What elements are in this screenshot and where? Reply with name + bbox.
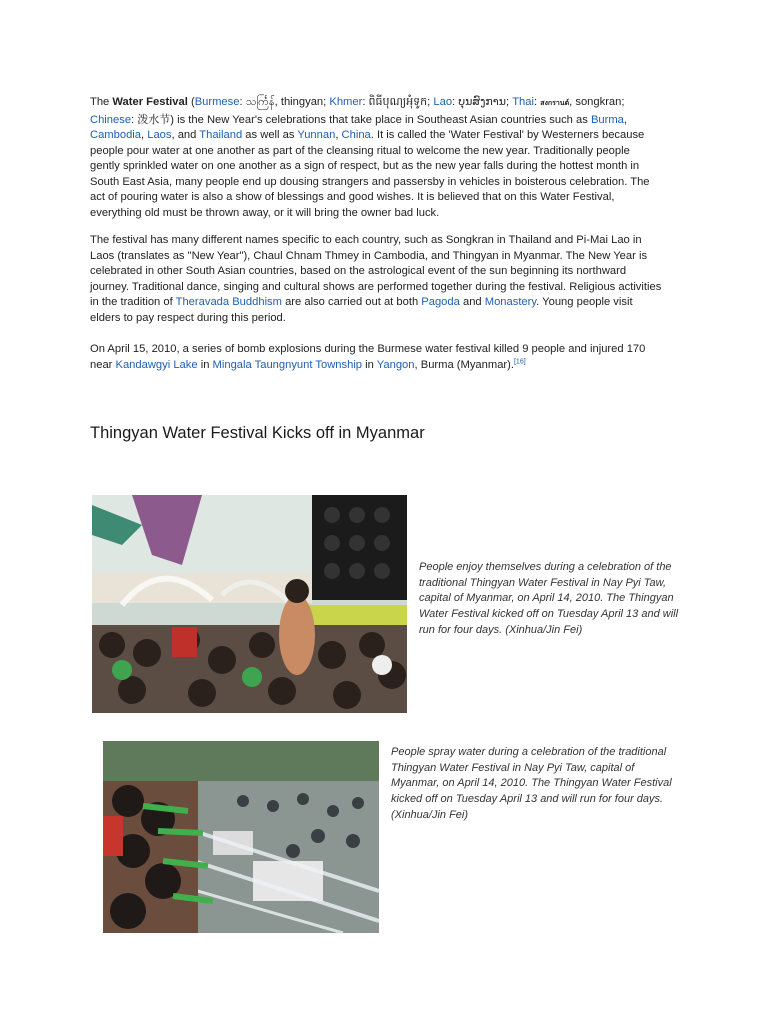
link-thai[interactable]: Thai	[512, 96, 534, 108]
text-run: in	[362, 358, 377, 371]
text-run: ;	[427, 96, 434, 108]
text-run: as well as	[242, 129, 298, 141]
text-run: , Burma (Myanmar).	[414, 358, 514, 371]
text-run: ,	[623, 113, 627, 126]
text-run: :	[362, 96, 369, 108]
text-run: . It is called the 'Water Festival' by Westerners because people pour water at one another as part of the cleansing ritual to welcome the new year. Traditionally people gently sprinkled water on one another as a sign of respect, but as the new year falls during the hottest month in South East Asia, many people end up dousing strangers and passersby in vehicles in boisterous celebration. The act of pouring water is also a show of blessings and good wishes. It is believed that on this Water Festival, everything old must be thrown away, or it will bring the owner bad luck.	[90, 129, 650, 219]
bombing-paragraph	[90, 342, 662, 373]
khmer-script-text: ពិធីបុណ្យអុំទូក	[368, 95, 428, 108]
text-run: The	[90, 96, 113, 108]
text-run: :	[533, 96, 541, 108]
link-yunnan[interactable]: Yunnan	[297, 129, 336, 141]
text-run: in	[197, 358, 213, 371]
text-run: , and	[171, 129, 200, 141]
text-run: and	[459, 296, 485, 308]
link-theravada-buddhism[interactable]: Theravada Buddhism	[175, 296, 282, 308]
text-run: (	[187, 96, 195, 108]
text-run: On April 15, 2010, a series of bomb explosions during the Burmese water festival killed 9 people and injured 170 near	[90, 343, 646, 371]
link-burmese[interactable]: Burmese	[194, 96, 240, 108]
text-run: :	[239, 96, 246, 108]
thai-script-text: สงกรานต์	[540, 100, 570, 107]
link-kandawgyi-lake[interactable]: Kandawgyi Lake	[115, 358, 198, 371]
burmese-script-text: သင်္ကြန်	[245, 95, 275, 108]
text-run: :	[131, 113, 138, 126]
link-burma[interactable]: Burma	[590, 113, 624, 126]
link-yangon[interactable]: Yangon	[376, 358, 415, 371]
text-run: ,	[335, 129, 342, 141]
intro-paragraph	[90, 94, 662, 221]
water-spray-photo	[103, 741, 379, 933]
link-pagoda[interactable]: Pagoda	[421, 296, 460, 308]
link-mingala-taungnyunt[interactable]: Mingala Taungnyunt Township	[212, 358, 363, 371]
link-monastery[interactable]: Monastery	[484, 296, 537, 308]
link-china[interactable]: China	[341, 129, 371, 141]
link-cambodia[interactable]: Cambodia	[90, 129, 141, 141]
names-paragraph	[90, 233, 662, 326]
citation-link[interactable]: [16]	[513, 357, 526, 365]
photo-caption: People enjoy themselves during a celebration of the traditional Thingyan Water Festival in Nay Pyi Taw, capital of Myanmar, on April 14, 2010. The Thingyan Water Festival kicked off on Tuesday April 13 and will run for four days. (Xinhua/Jin Fei)	[419, 561, 679, 636]
link-laos[interactable]: Laos	[147, 129, 172, 141]
section-heading: Thingyan Water Festival Kicks off in Myanmar	[90, 424, 425, 442]
link-lao[interactable]: Lao	[433, 96, 453, 108]
festival-title-bold: Water Festival	[112, 96, 188, 108]
text-run: , thingyan;	[274, 96, 330, 108]
link-chinese[interactable]: Chinese	[90, 113, 132, 126]
text-run: are also carried out at both	[281, 296, 422, 308]
festival-crowd-photo	[92, 495, 407, 713]
text-run: . Young people visit elders to pay respect during this period.	[90, 296, 633, 324]
chinese-script-text: 泼水节	[137, 112, 171, 126]
lao-script-text: ບຸນສົງການ	[458, 95, 506, 108]
text-run: ) is the New Year's celebrations that take place in Southeast Asian countries such as	[170, 113, 591, 126]
photo-caption: People spray water during a celebration of the traditional Thingyan Water Festival in Nay Pyi Taw, capital of Myanmar, on April 14, 2010. The Thingyan Water Festival kicked off on Tuesday April 13 and will run for four days. (Xinhua/Jin Fei)	[391, 746, 672, 821]
text-run: :	[452, 96, 459, 108]
text-run: The festival has many different names specific to each country, such as Songkran in Thailand and Pi-Mai Lao in Laos (translates as "New Year"), Chaul Chnam Thmey in Cambodia, and Thingyan in Myanmar. The New Year is celebrated in other South Asian countries, based on the astrological event of the sun beginning its northward journey. Traditional dance, singing and cultural shows are performed together during the festival. Religious activities in the tradition of	[90, 234, 662, 308]
link-khmer[interactable]: Khmer	[329, 96, 363, 108]
link-thailand[interactable]: Thailand	[199, 129, 243, 141]
text-run: , songkran;	[569, 96, 625, 108]
text-run: ;	[505, 96, 513, 108]
text-run: ,	[141, 129, 148, 141]
